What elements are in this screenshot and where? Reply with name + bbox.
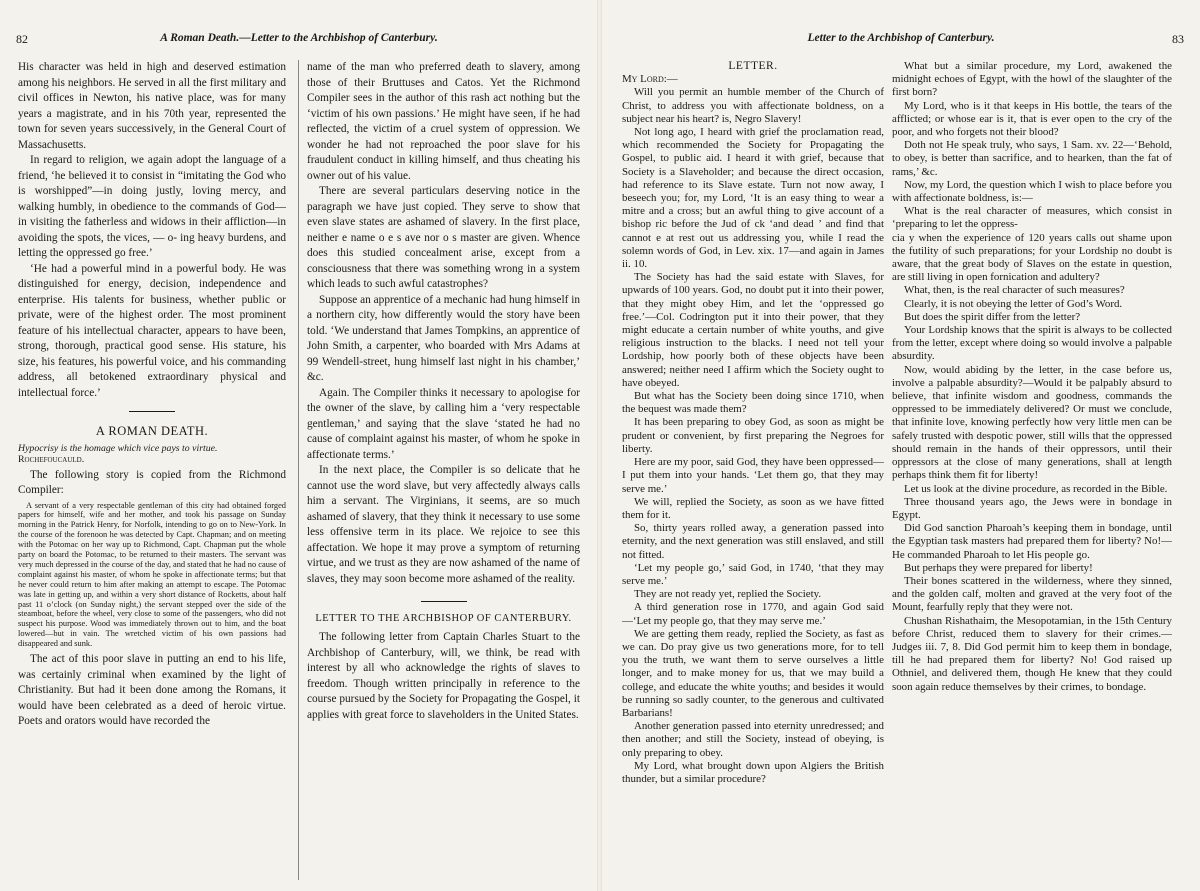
letter-title: LETTER.: [728, 60, 778, 72]
paragraph: His character was held in high and deserved estimation among his neighbors. He served in all the first military and civil offices in Newton, his native place, was for many years a magistrate, and in his 70th year, represented the town for seven years successively, in the General Court of Massachusetts.: [18, 61, 286, 151]
paragraph: Now, would abiding by the letter, in the case before us, involve a palpable absurdity?—Would it be palpably absurd to believe, that infinite wisdom and goodness, commands the oppressed to be immediately delivered? Or must we conclude, that infinite love, knowing perfectly how very little men can be safely trusted with despotic power, still wills that the oppressed should remain in the hands of their oppressors, until their oppressors at the close of many generations, shall at length perhaps think them fit for liberty!: [892, 363, 1172, 482]
paragraph: In the next place, the Compiler is so delicate that he cannot use the word slave, but very affectedly always calls him a servant. The Virginians, it seems, are so much ashamed of slavery, that they think it necessary to use some less offensive term in its place. We rejoice to see this affectation. We hope it may prove a symptom of returning virtue, and we trust as they are now ashamed of the name of slaves, they may soon become more ashamed of the reality.: [307, 464, 580, 585]
paragraph: Will you permit an humble member of the Church of Christ, to address you with affectionate boldness, on a subject near his heart? is, Negro Slavery!: [622, 86, 884, 125]
paragraph: Doth not He speak truly, who says, 1 Sam. xv. 22—‘Behold, to obey, is better than sacrifice, and to hearken, than the fat of rams,’ &c.: [892, 139, 1172, 178]
paragraph: name of the man who preferred death to slavery, among those of their Bruttuses and Catos. Yet the Richmond Compiler sees in the author of this rash act nothing but the ‘victim of his own passions.’ He might have seen, if he had reflected, the victim of a cruel system of oppression. We wonder he had not reproached the poor slave for his fraudulent conduct in killing himself, and thus cheating his owner out of his value.: [307, 61, 580, 182]
paragraph: Not long ago, I heard with grief the proclamation read, which recommended the Society for Propagating the Gospel, to public aid. I heard it with grief, because that Society is a Slaveholder; and because the direct occasion, had reference to its Slave estate. Turn not now away, I beseech you; for, my Lord, ‘It is an easy thing to wear a mitre and a cross; but an awful thing to give account of a bishop ric before the Jud of ck ‘and dead ’ and find that cannot e at rest out us addressing you, while I read the solemn words of God, in Lev. xix. 17—and again in James ii. 10.: [622, 126, 884, 271]
left-running-header: [16, 32, 582, 48]
paragraph: The act of this poor slave in putting an end to his life, was certainly criminal when examined by the light of Christianity. But had it been done among the Romans, it would have been celebrated as a deed of heroic virtue. Poets and orators would have recorded the: [18, 653, 286, 728]
paragraph: The following story is copied from the Richmond Compiler:: [18, 468, 286, 496]
paragraph: There are several particulars deserving notice in the paragraph we have just copied. They serve to show that even slave states are ashamed of slavery. In the first place, neither e name o e s ave nor o s master are given. Whence does this studied concealment arise, except from a consciousness that there was something wrong in a system which leads to such awful catastrophes?: [307, 185, 580, 290]
paragraph: Did God sanction Pharoah’s keeping them in bondage, until the Egyptian task masters had prepared them for liberty? No!—He commanded Pharoah to let His people go.: [892, 522, 1172, 561]
paragraph: So, thirty years rolled away, a generation passed into eternity, and the next generation was still enslaved, and still not fitted.: [622, 522, 884, 561]
right-column-2: [892, 60, 1172, 880]
right-page: [602, 0, 1200, 891]
section-divider: [421, 601, 467, 602]
paragraph: My Lord, what brought down upon Algiers the British thunder, but a similar procedure?: [622, 759, 884, 785]
paragraph: The Society has had the said estate with Slaves, for upwards of 100 years. God, no doubt put it into their power, that they might obey Him, and let the ‘oppressed go free.’—Col. Codrington put it into their power, that they might educate a certain number of white youths, and give religious instruction to the blacks. I need not tell your Lordship, how poorly both of these objects have been answered; neither need I affirm which the Society ought to have obeyed.: [622, 271, 884, 389]
salutation: My Lord:—: [622, 73, 678, 86]
paragraph: My Lord, who is it that keeps in His bottle, the tears of the afflicted; or whose ear is it, that is ever open to the cry of the poor, and who forgets not their blood?: [892, 99, 1172, 139]
paragraph: Their bones scattered in the wilderness, where they sinned, and the golden calf, molten and graved at the very foot of the Mount, fearfully reply that they were not.: [892, 574, 1172, 614]
quoted-story-text: A servant of a very respectable gentleman of this city had obtained forged papers for himself, wife and her mother, and took his passage on Sunday morning in the Patrick Henry, for Norfolk, intending to go on to New-York. In the course of the forenoon he was detected by Capt. Chapman; and on meeting with the Potomac on her way up to Richmond, Capt. Chapman put the whole party on board the Potomac, to be returned to their masters. The servant was very much depressed in the course of the day, and stated that he had no cause of complaint against his master, of whom he spoke in affectionate terms; but that he never could return to him after making an attempt to escape. The Potomac was late in getting up, and within a very short distance of Rocketts, about half past 11 o’clock (on Sunday night,) the servant stepped over the side of the steamboat, before the wheel, very close to some of the passengers, who did not suspect his purpose. Wood was immediately thrown out to him, and the boat lowered—but in vain. The wretched victim of his own passions had disappeared and sunk.: [18, 500, 286, 649]
paragraph: We will, replied the Society, as soon as we have fitted them for it.: [622, 495, 884, 521]
paragraph: Suppose an apprentice of a mechanic had hung himself in a northern city, how differently would the story have been told. ‘We understand that James Tompkins, an apprentice of John Smith, a carpenter, who boarded with Mrs Adams at 99 Wendell-street, hung himself last night in his chamber,’ &c.: [307, 293, 580, 383]
epigraph: Hypocrisy is the homage which vice pays to virtue.: [18, 442, 218, 454]
paragraph: What, then, is the real character of such measures?: [904, 284, 1125, 297]
paragraph: In regard to religion, we again adopt the language of a friend, ‘he believed it to consist in “imitating the God who is worshipped”—in doing justly, loving mercy, and walking humbly, in obedience to the commands of God—in visiting the fatherless and widows in their affliction—in avoiding the spots, the vices, — o- ing heavy burdens, and letting the oppressed go free.’: [18, 154, 286, 259]
paragraph: But perhaps they were prepared for liberty!: [904, 561, 1093, 574]
paragraph: What is the real character of measures, which consist in ‘preparing to let the oppress-: [892, 205, 1172, 231]
roman-death-heading: A ROMAN DEATH.: [95, 424, 209, 438]
left-page: [0, 0, 598, 891]
paragraph: cia y when the experience of 120 years calls out shame upon the futility of such preparations; for your Lordship no doubt is aware, that the great body of Slaves on the estate in question, are still living in open fornication and adultery?: [892, 231, 1172, 284]
paragraph: Let us look at the divine procedure, as recorded in the Bible.: [904, 482, 1168, 495]
paragraph: Clearly, it is not obeying the letter of God’s Word.: [904, 297, 1123, 310]
paragraph: We are getting them ready, replied the Society, as fast as we can. Do pray give us two generations more, for to tell you the truth, we want them to serve ourselves a little longer, and to make money for us, that we may build a college, and educate the white youths; and besides it would be running so sadly counter, to the generous and cultivated Barbarians!: [622, 627, 884, 719]
paragraph: But what has the Society been doing since 1710, when the bequest was made them?: [622, 390, 884, 416]
left-page-number: 82: [16, 32, 28, 46]
paragraph: The following letter from Captain Charles Stuart to the Archbishop of Canterbury, will, we think, be read with interest by all who acknowledge the rights of slaves to freedom. Though written principally in reference to the course pursued by the Society for Propagating the Gospel, it applies with great force to slaveholders in the United States.: [307, 631, 580, 721]
paragraph: Three thousand years ago, the Jews were in bondage in Egypt.: [892, 495, 1172, 521]
paragraph: A third generation rose in 1770, and again God said—‘Let my people go, that they may serve me.’: [622, 601, 884, 627]
right-page-number: 83: [1172, 32, 1184, 46]
paragraph: But does the spirit differ from the letter?: [904, 310, 1081, 323]
section-divider: [129, 411, 175, 412]
epigraph-author: Rochefoucauld.: [18, 453, 85, 465]
paragraph: Your Lordship knows that the spirit is always to be collected from the letter, except where doing so would involve a palpable absurdity.: [892, 324, 1172, 363]
quoted-story: [18, 501, 286, 650]
left-column-2: [298, 60, 580, 880]
paragraph: They are not ready yet, replied the Society.: [634, 588, 822, 601]
left-running-head: A Roman Death.—Letter to the Archbishop of Canterbury.: [160, 32, 438, 44]
paragraph: ‘He had a powerful mind in a powerful body. He was distinguished for energy, decision, independence and enterprise. His talents for business, whether public or private, were of the highest order. The most prominent feature of his intellectual character, appears to have been, strong, thorough, practical good sense. His stature, his size, his features, his powerful voice, and his commanding address, all betokened extraordinary physical and intellectual force.’: [18, 262, 286, 399]
paragraph: Again. The Compiler thinks it necessary to apologise for the owner of the slave, by calling him a ‘very respectable gentleman,’ and saying that the slave ‘stated he had no cause of complaint against his master, of whom he spoke in affectionate terms.’: [307, 386, 580, 461]
right-running-head: Letter to the Archbishop of Canterbury.: [807, 32, 995, 44]
paragraph: It has been preparing to obey God, as soon as might be prudent or convenient, by first preparing the Negroes for liberty.: [622, 416, 884, 455]
paragraph: Chushan Rishathaim, the Mesopotamian, in the 15th Century before Christ, reduced them to slavery for their crimes.—Judges iii. 7, 8. Did God permit him to keep them in bondage, till he had prepared them for liberty? No! God raised up Othniel, and delivered them, though He knew that they could soon again reduce themselves by their crimes, to bondage.: [892, 614, 1172, 693]
paragraph: ‘Let my people go,’ said God, in 1740, ‘that they may serve me.’: [622, 561, 884, 587]
left-column-1: [18, 60, 286, 880]
letter-to-archbishop-heading: LETTER TO THE ARCHBISHOP OF CANTERBURY.: [315, 613, 572, 624]
paragraph: Now, my Lord, the question which I wish to place before you with affectionate boldness, is:—: [892, 178, 1172, 205]
paragraph: Here are my poor, said God, they have been oppressed—I put them into your hands. ‘Let them go, that they may serve me.’: [622, 456, 884, 495]
right-column-1: [622, 60, 884, 880]
paragraph: Another generation passed into eternity unredressed; and then another; and still the Society, instead of obeying, is only preparing to obey.: [622, 720, 884, 759]
paragraph: What but a similar procedure, my Lord, awakened the midnight echoes of Egypt, with the howl of the slaughter of the first born?: [892, 60, 1172, 99]
right-running-header: [618, 32, 1184, 48]
